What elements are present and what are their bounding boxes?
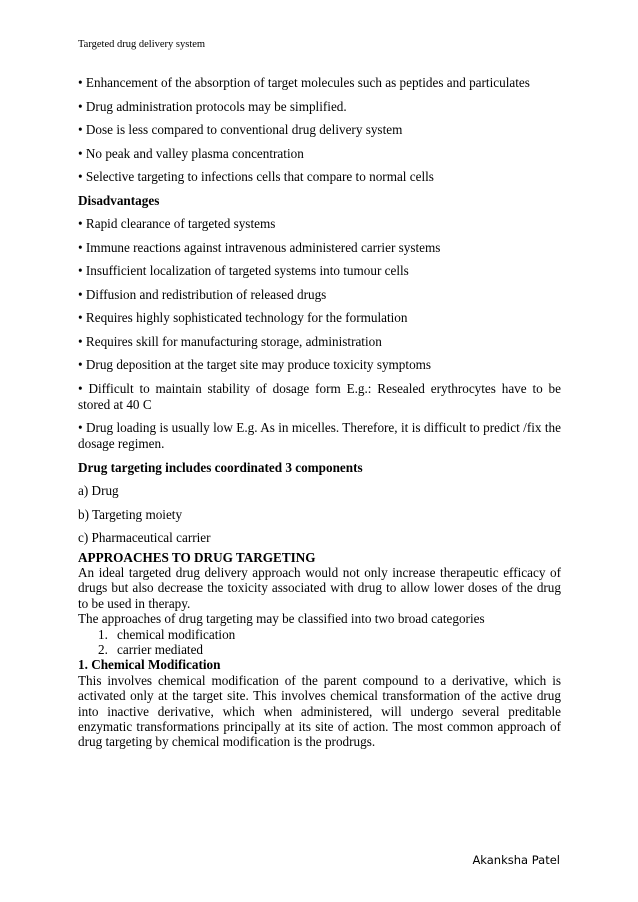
- component-item: c) Pharmaceutical carrier: [78, 530, 211, 546]
- components-list: [78, 483, 561, 546]
- approaches-paragraph: An ideal targeted drug delivery approach would not only increase therapeutic efficacy of drugs but also decrease the toxicity associated with drug to allow lower doses of the drug to be used in therapy.: [78, 565, 561, 611]
- chemical-modification-paragraph: This involves chemical modification of the parent compound to a derivative, which is activated only at the target site. This involves chemical transformation of the active drug into inactive derivative, which when administered, will undergo several preditable enzymatic transformations principally at its site of action. The most common approach of drug targeting by chemical modification is the prodrugs.: [78, 672, 561, 750]
- approaches-heading: APPROACHES TO DRUG TARGETING: [78, 549, 316, 565]
- footer-author: Akanksha Patel: [472, 853, 560, 867]
- advantage-item: • Drug administration protocols may be simplified.: [78, 98, 347, 114]
- disadvantage-item: • Drug loading is usually low E.g. As in micelles. Therefore, it is difficult to predict /fix the dosage regimen.: [78, 420, 561, 452]
- list-number: 2.: [98, 642, 108, 658]
- component-item: b) Targeting moiety: [78, 506, 183, 522]
- approach-category-item: [98, 627, 561, 642]
- approach-category-item: [98, 642, 561, 657]
- components-heading: Drug targeting includes coordinated 3 components: [78, 459, 363, 475]
- disadvantage-item: • Difficult to maintain stability of dosage form E.g.: Resealed erythrocytes have to be stored at 40 C: [78, 380, 561, 412]
- approaches-intro: The approaches of drug targeting may be classified into two broad categories: [78, 611, 485, 627]
- approach-categories-list: [98, 627, 561, 658]
- disadvantage-item: • Requires skill for manufacturing storage, administration: [78, 333, 382, 349]
- component-item: a) Drug: [78, 483, 119, 499]
- running-header: Targeted drug delivery system: [78, 39, 206, 50]
- disadvantage-item: • Rapid clearance of targeted systems: [78, 216, 276, 231]
- disadvantage-item: • Insufficient localization of targeted systems into tumour cells: [78, 263, 409, 278]
- list-number: 1.: [98, 626, 108, 642]
- advantage-item: • No peak and valley plasma concentration: [78, 145, 304, 161]
- advantage-item: • Enhancement of the absorption of target molecules such as peptides and particulates: [78, 75, 530, 90]
- disadvantage-item: • Diffusion and redistribution of released drugs: [78, 286, 327, 302]
- advantage-item: • Selective targeting to infections cells that compare to normal cells: [78, 169, 434, 184]
- disadvantages-list: [78, 216, 561, 453]
- advantages-list: [78, 75, 561, 185]
- chemical-modification-heading: 1. Chemical Modification: [78, 657, 221, 673]
- disadvantage-item: • Requires highly sophisticated technology for the formulation: [78, 310, 408, 325]
- advantage-item: • Dose is less compared to conventional drug delivery system: [78, 122, 403, 137]
- list-text: chemical modification: [117, 626, 236, 642]
- page-body: [78, 75, 561, 750]
- disadvantage-item: • Drug deposition at the target site may produce toxicity symptoms: [78, 357, 432, 372]
- disadvantage-item: • Immune reactions against intravenous administered carrier systems: [78, 239, 441, 255]
- disadvantages-heading: Disadvantages: [78, 192, 160, 208]
- list-text: carrier mediated: [117, 642, 204, 658]
